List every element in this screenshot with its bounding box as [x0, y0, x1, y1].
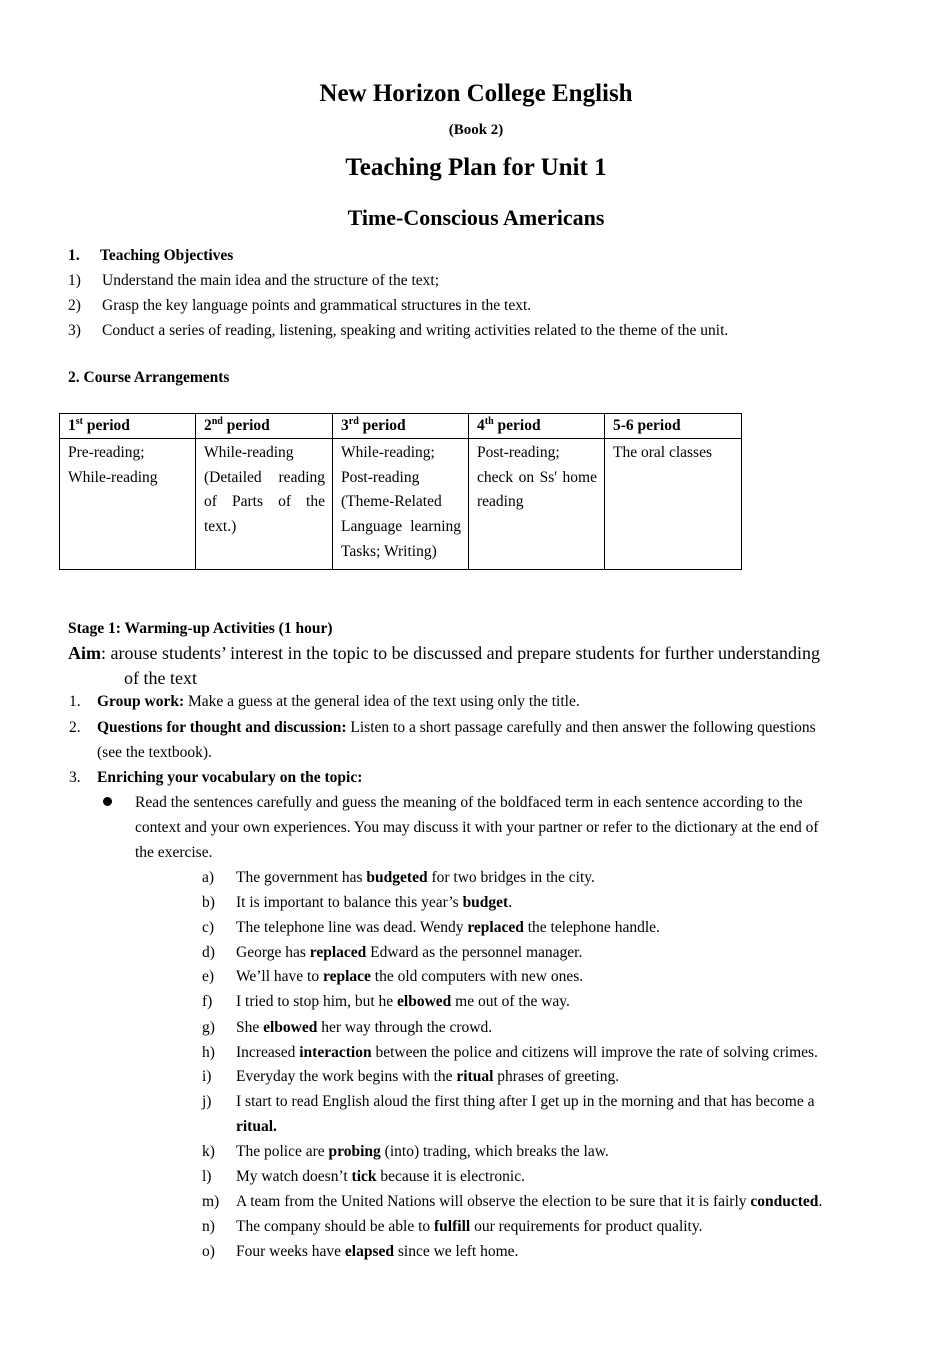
- example-sentence: George has replaced Edward as the personnel manager.: [236, 944, 583, 961]
- table-row: [60, 439, 742, 570]
- example-sentence: It is important to balance this year’s budget.: [236, 894, 513, 911]
- period-header: 3rd period: [333, 414, 469, 439]
- course-arrangements-table: [59, 413, 742, 570]
- example-sentence: The government has budgeted for two bridges in the city.: [236, 869, 595, 886]
- objective-text: Understand the main idea and the structure of the text;: [102, 272, 440, 289]
- example-label: b): [202, 894, 215, 911]
- objective-text: Conduct a series of reading, listening, speaking and writing activities related to the theme of the unit.: [102, 322, 729, 339]
- period-content-cell: Pre-reading; While-reading: [60, 439, 196, 570]
- example-sentence: A team from the United Nations will observe the election to be sure that it is fairly conducted.: [236, 1193, 823, 1210]
- arrangements-heading: 2. Course Arrangements: [68, 369, 230, 386]
- instruction-line: context and your own experiences. You may discuss it with your partner or refer to the dictionary at the end of: [135, 819, 819, 836]
- example-label: m): [202, 1193, 220, 1210]
- example-sentence: My watch doesn’t tick because it is electronic.: [236, 1168, 525, 1185]
- period-header: 5-6 period: [605, 414, 742, 439]
- period-content-cell: While-reading; Post-reading (Theme-Related Language learning Tasks; Writing): [333, 439, 469, 570]
- example-label: f): [202, 993, 213, 1010]
- period-content-cell: Post-reading; check on Ss' home reading: [469, 439, 605, 570]
- activity-item: Enriching your vocabulary on the topic:: [97, 769, 363, 786]
- example-sentence: Increased interaction between the police and citizens will improve the rate of solving crimes.: [236, 1044, 818, 1061]
- plan-title: Teaching Plan for Unit 1: [345, 154, 607, 181]
- example-label: o): [202, 1243, 215, 1260]
- activity-item: Questions for thought and discussion: Listen to a short passage carefully and then answer the following questions: [97, 719, 816, 736]
- objective-number: 2): [68, 297, 81, 314]
- objectives-heading-number: 1.: [68, 247, 80, 264]
- example-label: i): [202, 1068, 212, 1085]
- book-label: (Book 2): [448, 122, 504, 138]
- aim-line: [68, 643, 820, 664]
- period-content-cell: While-reading (Detailed reading of Parts of the text.): [196, 439, 333, 570]
- example-sentence: She elbowed her way through the crowd.: [236, 1019, 493, 1036]
- bullet-icon: [103, 797, 112, 806]
- activity-number: 2.: [69, 719, 81, 736]
- example-label: l): [202, 1168, 212, 1185]
- example-sentence: The company should be able to fulfill our requirements for product quality.: [236, 1218, 703, 1235]
- example-sentence: The police are probing (into) trading, which breaks the law.: [236, 1143, 609, 1160]
- example-label: h): [202, 1044, 215, 1061]
- activity-number: 3.: [69, 769, 81, 786]
- objective-text: Grasp the key language points and grammatical structures in the text.: [102, 297, 532, 314]
- unit-title: Time-Conscious Americans: [347, 205, 605, 230]
- example-sentence-continued: ritual.: [236, 1118, 277, 1135]
- document-title: New Horizon College English: [319, 80, 633, 107]
- period-header: 1st period: [60, 414, 196, 439]
- objective-number: 1): [68, 272, 81, 289]
- activity-item-continued: (see the textbook).: [97, 744, 212, 761]
- example-sentence: I start to read English aloud the first thing after I get up in the morning and that has become a: [236, 1093, 815, 1110]
- objective-number: 3): [68, 322, 81, 339]
- example-label: k): [202, 1143, 215, 1160]
- example-sentence: We’ll have to replace the old computers with new ones.: [236, 968, 584, 985]
- example-sentence: The telephone line was dead. Wendy replaced the telephone handle.: [236, 919, 660, 936]
- activity-number: 1.: [69, 693, 81, 710]
- example-label: d): [202, 944, 215, 961]
- period-content-cell: The oral classes: [605, 439, 742, 570]
- example-sentence: Everyday the work begins with the ritual phrases of greeting.: [236, 1068, 620, 1085]
- example-sentence: I tried to stop him, but he elbowed me out of the way.: [236, 993, 570, 1010]
- example-label: g): [202, 1019, 215, 1036]
- example-label: e): [202, 968, 215, 985]
- stage1-heading: Stage 1: Warming-up Activities (1 hour): [68, 620, 333, 637]
- example-label: n): [202, 1218, 215, 1235]
- aim-text: : arouse students’ interest in the topic to be discussed and prepare students for further understanding: [101, 643, 820, 663]
- period-header: 2nd period: [196, 414, 333, 439]
- activity-item: Group work: Make a guess at the general idea of the text using only the title.: [97, 693, 580, 710]
- table-header-row: [60, 414, 742, 439]
- instruction-line: the exercise.: [135, 844, 213, 861]
- example-label: a): [202, 869, 215, 886]
- instruction-line: Read the sentences carefully and guess the meaning of the boldfaced term in each sentence according to the: [135, 794, 803, 811]
- objectives-heading: Teaching Objectives: [100, 247, 234, 264]
- example-label: c): [202, 919, 215, 936]
- example-sentence: Four weeks have elapsed since we left home.: [236, 1243, 519, 1260]
- aim-text-continued: of the text: [124, 668, 197, 688]
- period-header: 4th period: [469, 414, 605, 439]
- example-label: j): [202, 1093, 212, 1110]
- aim-label: Aim: [68, 643, 101, 663]
